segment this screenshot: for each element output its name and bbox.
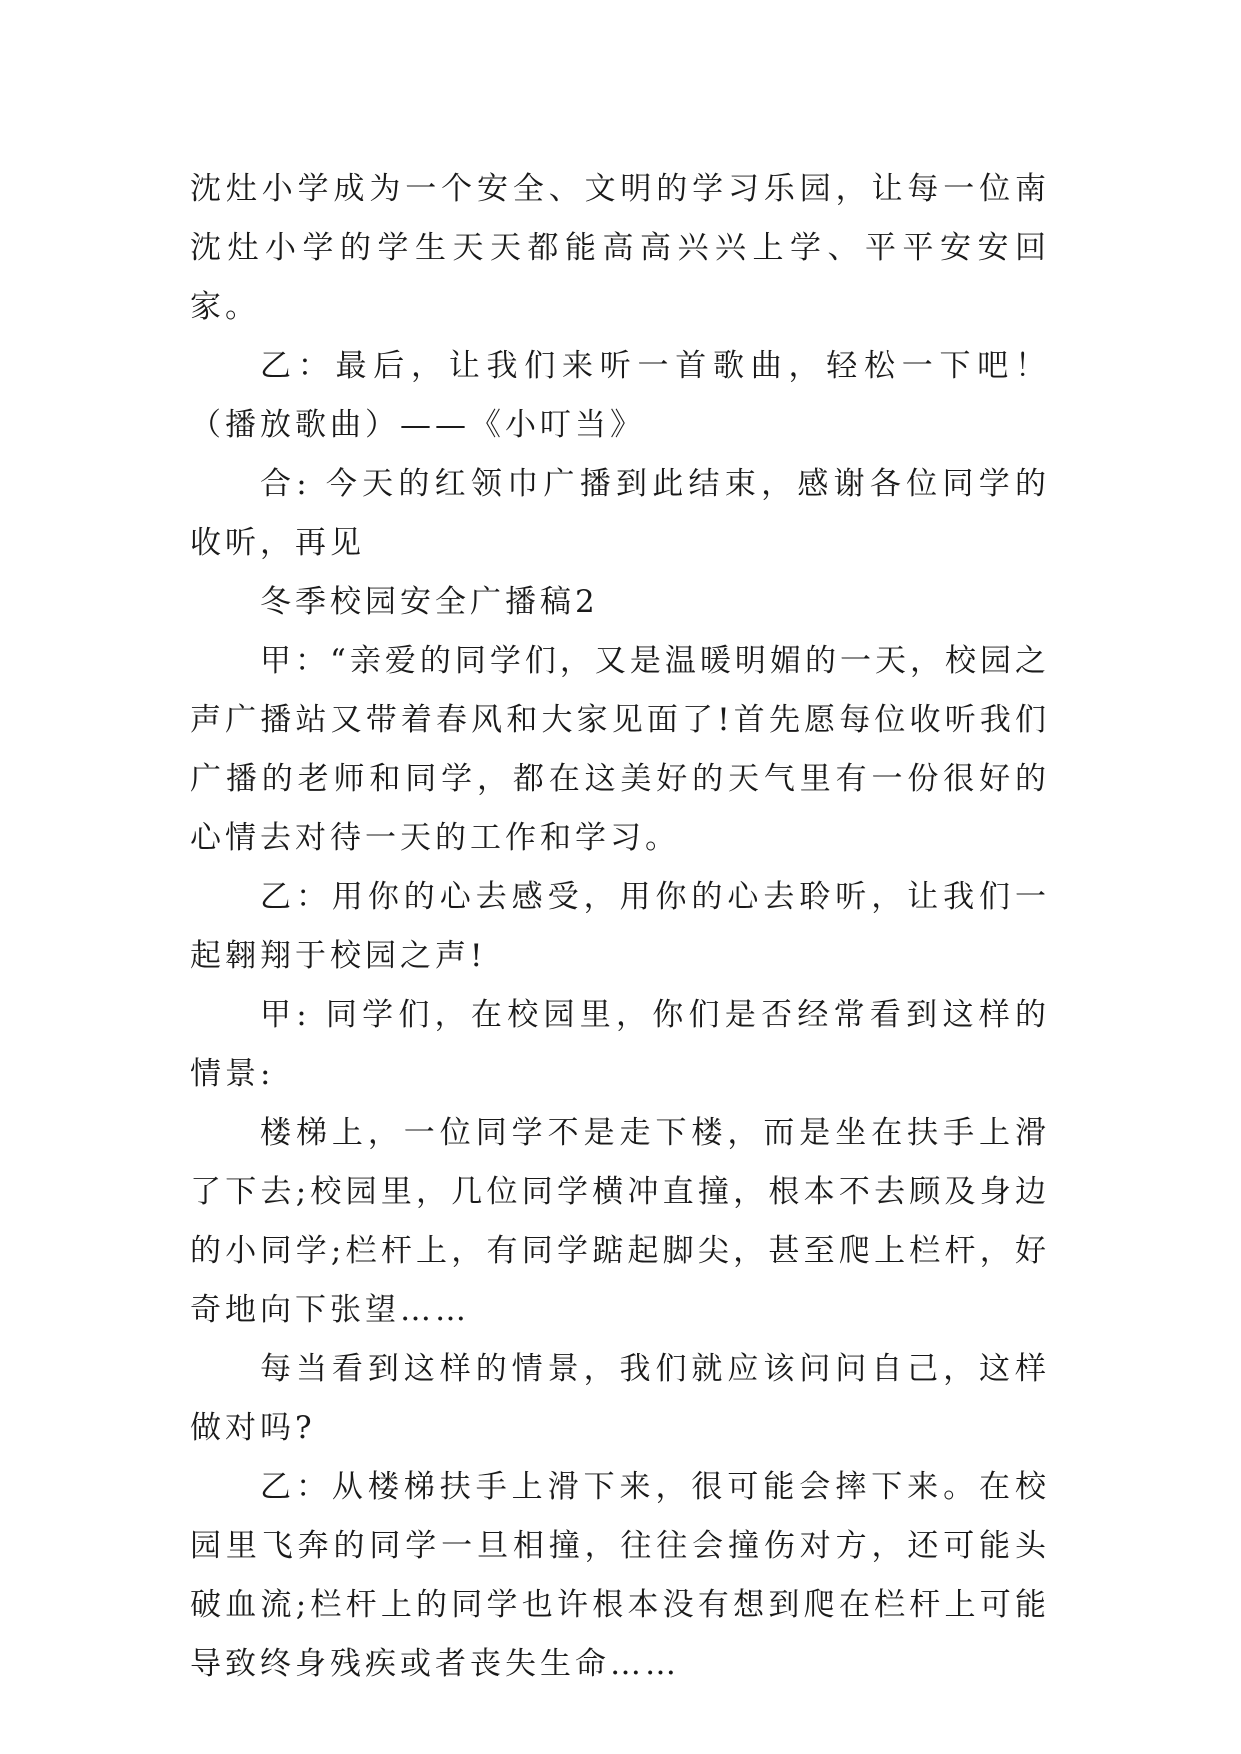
paragraph-jia-greeting: 甲：“亲爱的同学们，又是温暖明媚的一天，校园之声广播站又带着春风和大家见面了!首先愿每位收听我们广播的老师和同学，都在这美好的天气里有一份很好的心情去对待一天的工作和学习。: [190, 643, 1050, 856]
paragraph-yi-voice: 乙：用你的心去感受，用你的心去聆听，让我们一起翱翔于校园之声!: [190, 879, 1050, 974]
paragraph-reflection: 每当看到这样的情景，我们就应该问问自己，这样做对吗?: [190, 1351, 1050, 1446]
paragraph-jia-question: 甲: 同学们，在校园里，你们是否经常看到这样的情景:: [190, 997, 1050, 1092]
document-body: [190, 160, 1050, 1694]
paragraph-scenes: 楼梯上，一位同学不是走下楼，而是坐在扶手上滑了下去;校园里，几位同学横冲直撞，根本不去顾及身边的小同学;栏杆上，有同学踮起脚尖，甚至爬上栏杆，好奇地向下张望……: [190, 1115, 1050, 1328]
paragraph-yi-dangers: 乙：从楼梯扶手上滑下来，很可能会摔下来。在校园里飞奔的同学一旦相撞，往往会撞伤对方，还可能头破血流;栏杆上的同学也许根本没有想到爬在栏杆上可能导致终身残疾或者丧失生命……: [190, 1469, 1050, 1682]
paragraph-closing: 合: 今天的红领巾广播到此结束，感谢各位同学的收听，再见: [190, 466, 1050, 561]
paragraph-yi-song: 乙：最后，让我们来听一首歌曲，轻松一下吧！（播放歌曲）——《小叮当》: [190, 348, 1050, 443]
section-heading: 冬季校园安全广播稿2: [260, 584, 599, 620]
paragraph-continuation: 沈灶小学成为一个安全、文明的学习乐园，让每一位南沈灶小学的学生天天都能高高兴兴上学、平平安安回家。: [190, 171, 1050, 325]
